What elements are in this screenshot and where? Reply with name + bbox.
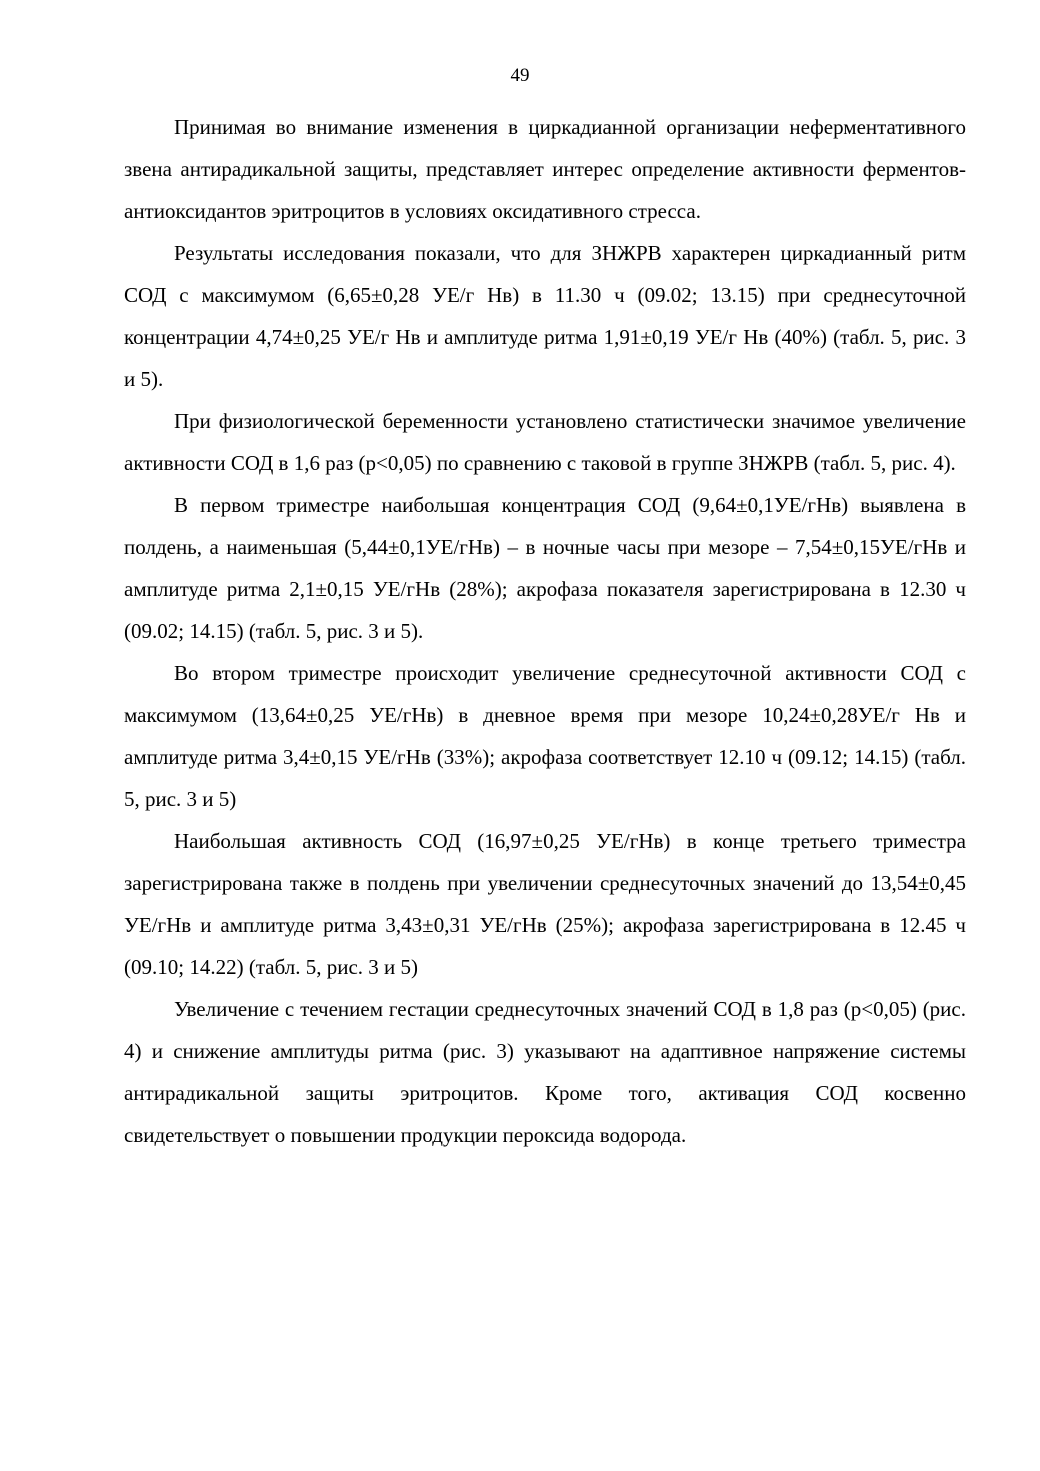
paragraph-6: Наибольшая активность СОД (16,97±0,25 УЕ/гНв) в конце третьего триместра зарегистрирована также в полдень при увеличении среднесуточных значений до 13,54±0,45 УЕ/гНв и амплитуде ритма 3,43±0,31 УЕ/гНв (25%); акрофаза зарегистрирована в 12.45 ч (09.10; 14.22) (табл. 5, рис. 3 и 5) <box>124 829 966 979</box>
document-body <box>124 106 966 1156</box>
paragraph-7: Увеличение с течением гестации среднесуточных значений СОД в 1,8 раз (p<0,05) (рис. 4) и снижение амплитуды ритма (рис. 3) указывают на адаптивное напряжение системы антирадикальной защиты эритроцитов. Кроме того, активация СОД косвенно свидетельствует о повышении продукции пероксида водорода. <box>124 997 966 1147</box>
paragraph-5: Во втором триместре происходит увеличение среднесуточной активности СОД с максимумом (13,64±0,25 УЕ/гНв) в дневное время при мезоре 10,24±0,28УЕ/г Нв и амплитуде ритма 3,4±0,15 УЕ/гНв (33%); акрофаза соответствует 12.10 ч (09.12; 14.15) (табл. 5, рис. 3 и 5) <box>124 661 966 811</box>
paragraph-2: Результаты исследования показали, что для ЗНЖРВ характерен циркадианный ритм СОД с максимумом (6,65±0,28 УЕ/г Нв) в 11.30 ч (09.02; 13.15) при среднесуточной концентрации 4,74±0,25 УЕ/г Нв и амплитуде ритма 1,91±0,19 УЕ/г Нв (40%) (табл. 5, рис. 3 и 5). <box>124 241 966 391</box>
paragraph-1: Принимая во внимание изменения в циркадианной организации неферментативного звена антирадикальной защиты, представляет интерес определение активности ферментов-антиоксидантов эритроцитов в условиях оксидативного стресса. <box>124 115 966 223</box>
page-number: 49 <box>510 65 530 86</box>
paragraph-4: В первом триместре наибольшая концентрация СОД (9,64±0,1УЕ/гНв) выявлена в полдень, а наименьшая (5,44±0,1УЕ/гНв) – в ночные часы при мезоре – 7,54±0,15УЕ/гНв и амплитуде ритма 2,1±0,15 УЕ/гНв (28%); акрофаза показателя зарегистрирована в 12.30 ч (09.02; 14.15) (табл. 5, рис. 3 и 5). <box>124 493 966 643</box>
paragraph-3: При физиологической беременности установлено статистически значимое увеличение активности СОД в 1,6 раз (p<0,05) по сравнению с таковой в группе ЗНЖРВ (табл. 5, рис. 4). <box>124 409 966 475</box>
